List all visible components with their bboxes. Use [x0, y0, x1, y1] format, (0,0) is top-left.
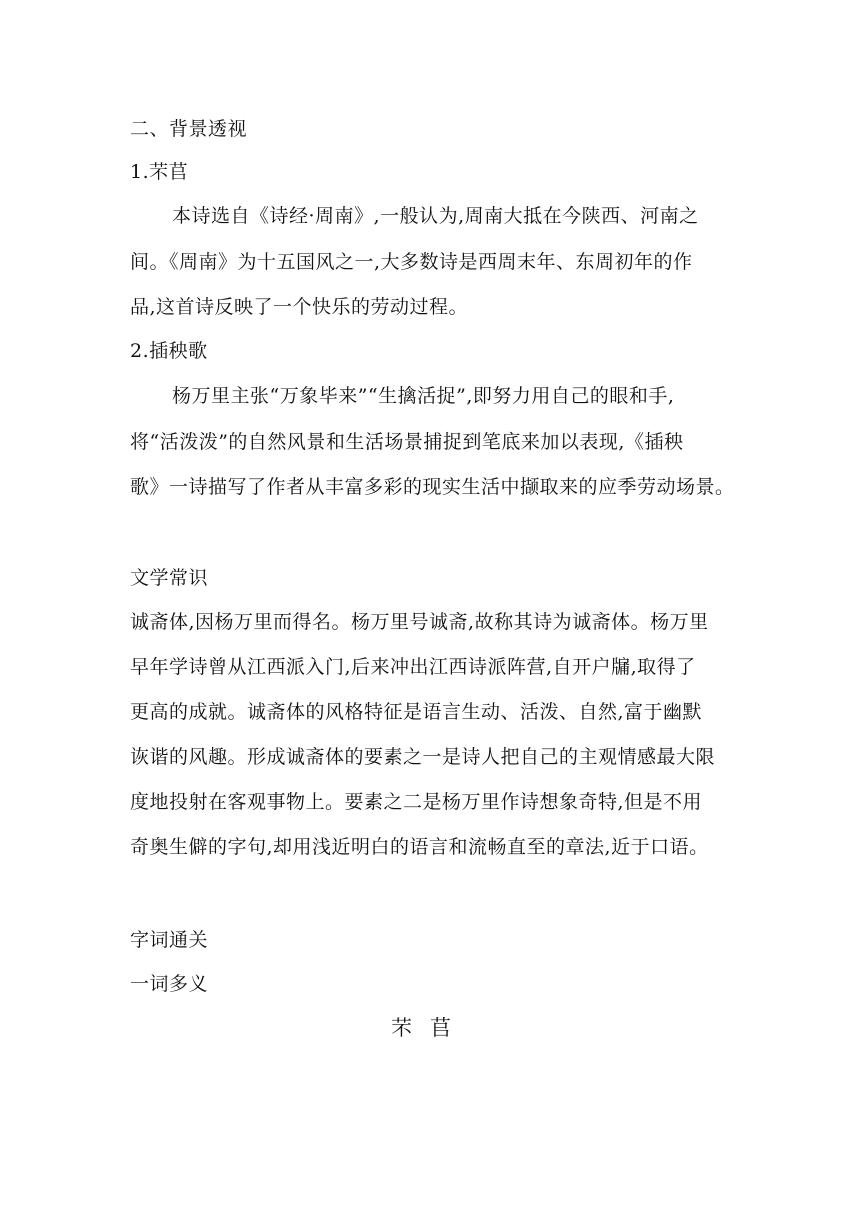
paragraph-line: 品,这首诗反映了一个快乐的劳动过程。 — [130, 296, 469, 318]
paragraph-line: 间。《周南》为十五国风之一,大多数诗是西周末年、东周初年的作 — [130, 251, 693, 273]
paragraph-line: 度地投射在客观事物上。要素之二是杨万里作诗想象奇特,但是不用 — [130, 791, 703, 813]
paragraph-line: 奇奥生僻的字句,却用浅近明白的语言和流畅直至的章法,近于口语。 — [130, 836, 709, 858]
paragraph-line: 诚斋体,因杨万里而得名。杨万里号诚斋,故称其诗为诚斋体。杨万里 — [130, 611, 709, 633]
literature-heading: 文学常识 — [130, 567, 209, 589]
paragraph-line: 将“活泼泼”的自然风景和生活场景捕捉到笔底来加以表现,《插秧 — [130, 431, 684, 453]
paragraph-line: 歌》一诗描写了作者从丰富多彩的现实生活中撷取来的应季劳动场景。 — [130, 476, 735, 498]
paragraph-line: 更高的成就。诚斋体的风格特征是语言生动、活泼、自然,富于幽默 — [130, 701, 703, 723]
paragraph-line: 早年学诗曾从江西派入门,后来冲出江西诗派阵营,自开户牖,取得了 — [130, 656, 696, 678]
paragraph-line: 本诗选自《诗经·周南》,一般认为,周南大抵在今陕西、河南之 — [172, 205, 699, 227]
subsection-title-chayangge: 2.插秧歌 — [130, 340, 208, 362]
paragraph-line: 杨万里主张“万象毕来”“生擒活捉”,即努力用自己的眼和手, — [172, 385, 675, 407]
subsection-title-fuyi: 1.芣苢 — [130, 161, 189, 183]
section-heading: 二、背景透视 — [130, 118, 248, 140]
vocab-subheading: 一词多义 — [130, 973, 209, 995]
poem-title: 芣苢 — [391, 1016, 469, 1040]
vocab-heading: 字词通关 — [130, 929, 209, 951]
paragraph-line: 诙谐的风趣。形成诚斋体的要素之一是诗人把自己的主观情感最大限 — [130, 746, 716, 768]
